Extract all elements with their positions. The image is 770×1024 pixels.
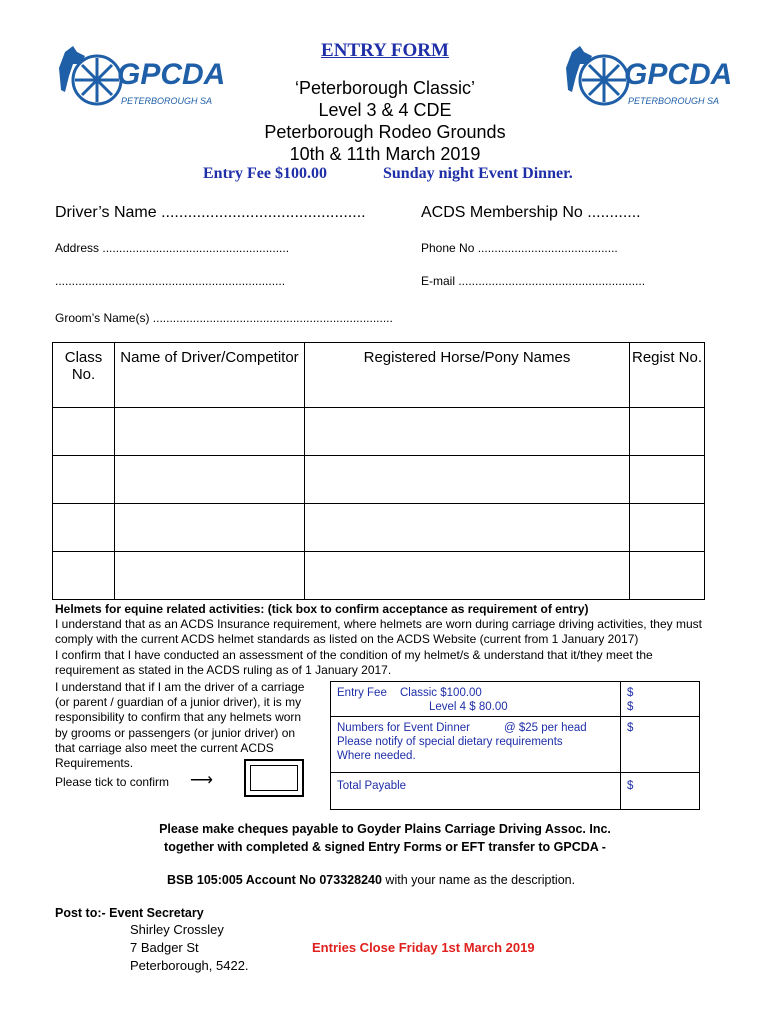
entry-fee: Entry Fee $100.00 xyxy=(203,165,327,182)
helmet-section xyxy=(55,602,715,678)
post-label: Post to:- Event Secretary xyxy=(55,906,204,920)
payment-line-1: Please make cheques payable to Goyder Plains Carriage Driving Assoc. Inc. xyxy=(159,822,611,836)
level4-amount[interactable]: $ xyxy=(627,701,634,713)
address-field-line2[interactable]: ..................................................................... xyxy=(55,274,286,288)
groom-names-field[interactable]: Groom’s Name(s) ........................................................................ xyxy=(55,311,393,325)
header-horse: Registered Horse/Pony Names xyxy=(305,343,630,408)
driver-name-field[interactable]: Driver’s Name .............................................. xyxy=(55,204,366,221)
email-field[interactable]: E-mail ........................................................ xyxy=(421,274,646,288)
total-label: Total Payable xyxy=(337,780,407,792)
table-row[interactable] xyxy=(53,456,705,504)
svg-text:GPCDA: GPCDA xyxy=(117,58,226,91)
helmet-para-2: I confirm that I have conducted an assessment of the condition of my helmet/s & understand that it/they meet the requirement as stated in the ACDS ruling as of 1 January 2017. xyxy=(55,647,653,677)
dinner-price: @ $25 per head xyxy=(504,722,587,734)
secretary-street: 7 Badger St xyxy=(130,940,199,955)
dinner-label: Numbers for Event Dinner xyxy=(337,722,470,734)
tick-label: Please tick to confirm xyxy=(55,775,170,789)
event-dates: 10th & 11th March 2019 xyxy=(289,144,481,164)
event-level: Level 3 & 4 CDE xyxy=(318,100,452,120)
form-title: ENTRY FORM xyxy=(321,40,449,61)
confirm-checkbox[interactable] xyxy=(244,759,304,797)
fee-box xyxy=(330,681,700,810)
dietary-note-2: Where needed. xyxy=(337,750,416,762)
payment-line-2: together with completed & signed Entry Forms or EFT transfer to GPCDA - xyxy=(164,840,606,854)
svg-text:PETERBOROUGH SA: PETERBOROUGH SA xyxy=(628,96,720,106)
svg-text:GPCDA: GPCDA xyxy=(624,58,733,91)
secretary-town: Peterborough, 5422. xyxy=(130,958,249,973)
dinner-note: Sunday night Event Dinner. xyxy=(383,165,573,182)
helmet-para-3: I understand that if I am the driver of a carriage (or parent / guardian of a junior driver), it is my responsibility to confirm that any helmets worn by grooms or passengers (or junior driver) on that carriage also meet the current ACDS Requirements. xyxy=(55,680,305,771)
bank-details: BSB 105:005 Account No 073328240 with your name as the description. xyxy=(167,873,576,887)
header-class: Class No. xyxy=(53,343,115,408)
entry-fee-label: Entry Fee xyxy=(337,687,387,699)
arrow-right-icon: ⟶ xyxy=(190,772,213,789)
secretary-name: Shirley Crossley xyxy=(130,922,224,937)
level4-fee: Level 4 $ 80.00 xyxy=(429,701,508,713)
table-row[interactable] xyxy=(53,408,705,456)
event-name: ‘Peterborough Classic’ xyxy=(294,78,476,98)
dietary-note: Please notify of special dietary requirements xyxy=(337,736,563,748)
header-regist: Regist No. xyxy=(630,343,705,408)
membership-field[interactable]: ACDS Membership No ............ xyxy=(421,204,641,221)
table-row[interactable] xyxy=(53,552,705,600)
entries-close-note: Entries Close Friday 1st March 2019 xyxy=(312,940,535,955)
entry-table xyxy=(52,342,705,600)
phone-field[interactable]: Phone No .......................................... xyxy=(421,241,618,255)
svg-text:PETERBOROUGH SA: PETERBOROUGH SA xyxy=(121,96,213,106)
event-venue: Peterborough Rodeo Grounds xyxy=(264,122,506,142)
address-field[interactable]: Address ........................................................ xyxy=(55,241,290,255)
classic-amount[interactable]: $ xyxy=(627,687,634,699)
table-row[interactable] xyxy=(53,504,705,552)
dinner-amount[interactable]: $ xyxy=(627,722,634,734)
header-driver: Name of Driver/Competitor xyxy=(115,343,305,408)
helmet-para-1: I understand that as an ACDS Insurance requirement, where helmets are worn during carriage driving activities, they must comply with the current ACDS helmet standards as listed on the ACDS Website (current from 1 January 2017) xyxy=(55,617,702,647)
helmet-heading: Helmets for equine related activities: (tick box to confirm acceptance as requirement of entry) xyxy=(55,602,589,616)
total-amount[interactable]: $ xyxy=(627,780,634,792)
classic-fee: Classic $100.00 xyxy=(400,687,482,699)
